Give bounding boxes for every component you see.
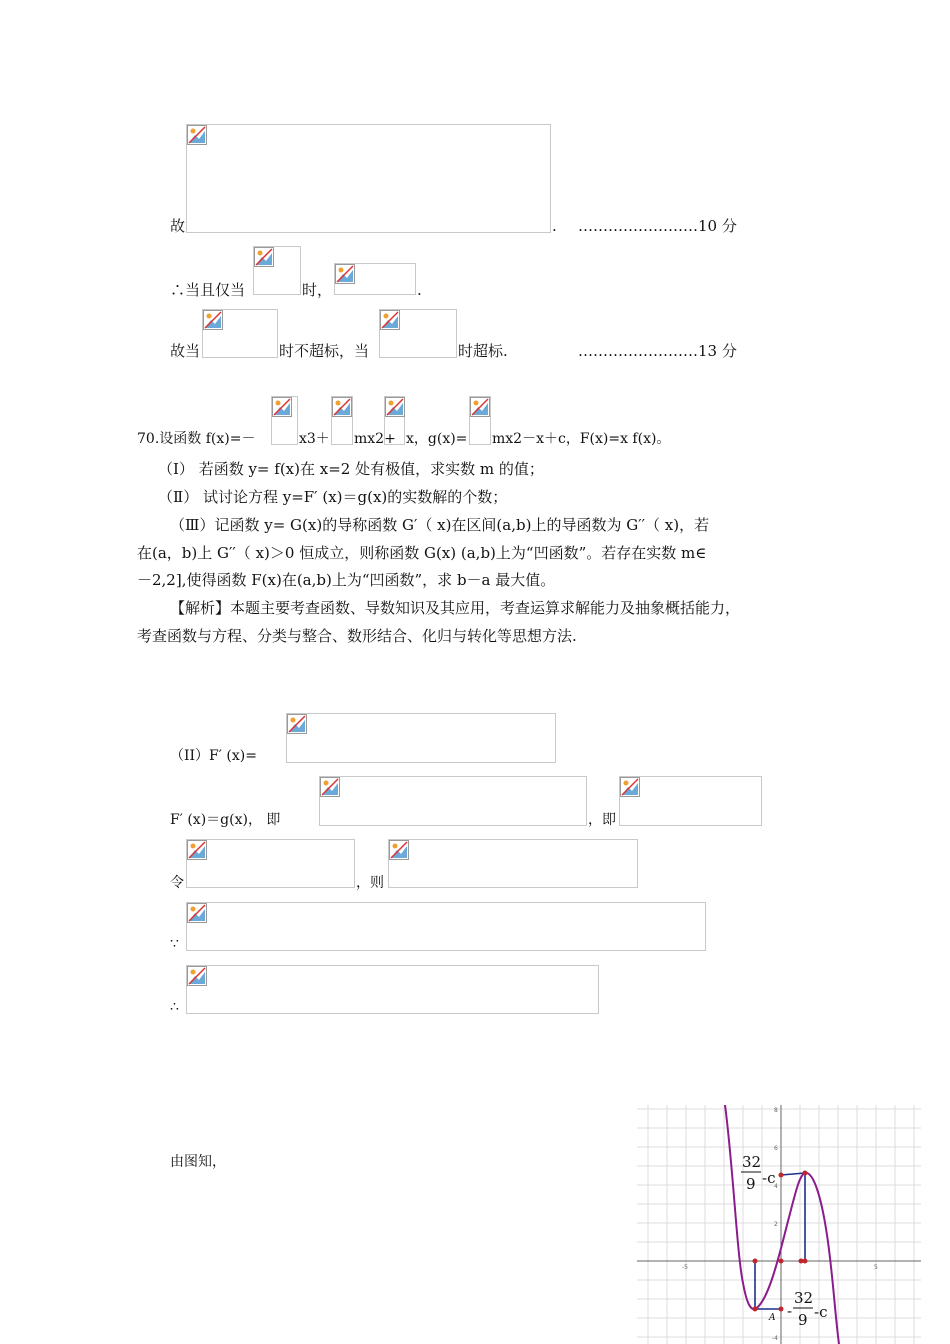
- analysis-line2: 考查函数与方程、分类与整合、数形结合、化归与转化等思想方法.: [137, 627, 577, 645]
- label-top-denominator: 9: [746, 1175, 756, 1193]
- broken-image-icon: [335, 264, 355, 284]
- text-gu: 故: [170, 217, 186, 235]
- broken-image-icon: [389, 840, 409, 860]
- label-bottom-numerator: 32: [794, 1289, 814, 1307]
- text-gudang: 故当: [170, 342, 201, 360]
- label-bottom-denominator: 9: [798, 1311, 808, 1329]
- point: [803, 1259, 808, 1264]
- label-top: [741, 1153, 775, 1193]
- formula-image: [334, 263, 416, 295]
- label-top-suffix: -c: [762, 1169, 776, 1187]
- because-symbol: ∵: [170, 936, 179, 952]
- problem-70-part-d: x，g(x)=: [406, 431, 468, 447]
- broken-image-icon: [620, 777, 640, 797]
- label-bottom: [787, 1289, 827, 1329]
- formula-image: [331, 396, 353, 445]
- text-not-exceed: 时不超标，当: [279, 342, 370, 360]
- solution-line-3a: 令: [170, 875, 184, 891]
- broken-image-icon: [272, 397, 292, 417]
- score-10: ……………………10 分: [578, 217, 737, 235]
- broken-image-icon: [203, 310, 223, 330]
- formula-image: [319, 776, 587, 826]
- broken-image-icon: [470, 397, 490, 417]
- ytick-2: 2: [774, 1221, 778, 1228]
- broken-image-icon: [187, 840, 207, 860]
- solution-from-graph: 由图知，: [170, 1154, 226, 1170]
- point: [753, 1307, 758, 1312]
- label-top-numerator: 32: [742, 1153, 762, 1171]
- text-exceed: 时超标.: [458, 342, 508, 360]
- problem-70-part-e: mx2－x＋c，F(x)=x f(x)。: [492, 431, 671, 447]
- point: [779, 1307, 784, 1312]
- text-iff: ∴当且仅当: [170, 281, 246, 299]
- formula-image: [619, 776, 762, 826]
- point: [779, 1173, 784, 1178]
- broken-image-icon: [320, 777, 340, 797]
- formula-image: [388, 839, 638, 888]
- formula-image: [186, 965, 599, 1014]
- xtick-5: 5: [874, 1264, 878, 1271]
- broken-image-icon: [385, 397, 405, 417]
- point: [753, 1259, 758, 1264]
- broken-image-icon: [187, 966, 207, 986]
- question-part-1: （Ⅰ） 若函数 y= f(x)在 x=2 处有极值，求实数 m 的值；: [158, 460, 544, 478]
- formula-image: [271, 396, 298, 445]
- question-part-3-line2: 在(a，b)上 G′′（ x)＞0 恒成立，则称函数 G(x) (a,b)上为“凹函数”。若存在实数 m∈: [137, 544, 707, 562]
- point-label-a: A: [769, 1313, 776, 1323]
- ytick-4: 4: [774, 1183, 778, 1190]
- therefore-symbol: ∴: [170, 999, 179, 1015]
- broken-image-icon: [380, 310, 400, 330]
- point: [779, 1259, 784, 1264]
- broken-image-icon: [187, 125, 207, 145]
- formula-image: [379, 309, 457, 358]
- point: [803, 1171, 808, 1176]
- problem-70-part-b: x3＋: [299, 431, 330, 447]
- text-period: .: [417, 281, 422, 299]
- question-part-2: （Ⅱ） 试讨论方程 y=F′ (x)＝g(x)的实数解的个数；: [158, 488, 508, 506]
- broken-image-icon: [187, 903, 207, 923]
- formula-image: [469, 396, 491, 445]
- xtick-minus-5: -5: [682, 1264, 688, 1271]
- score-13: ……………………13 分: [578, 342, 737, 360]
- problem-70-part-a: 70.设函数 f(x)=－: [137, 431, 256, 447]
- label-bottom-suffix: -c: [814, 1303, 828, 1321]
- label-bottom-prefix: -: [787, 1302, 793, 1320]
- solution-line-2a: F′ (x)＝g(x)， 即: [170, 812, 281, 828]
- function-graph: [637, 1105, 921, 1344]
- ytick-8: 8: [774, 1107, 778, 1114]
- question-part-3-line1: （Ⅲ）记函数 y= G(x)的导称函数 G′（ x)在区间(a,b)上的导函数为 G′′（ x)，若: [170, 516, 710, 534]
- ytick-minus-4: -4: [772, 1335, 778, 1342]
- formula-image: [253, 246, 301, 295]
- solution-line-2b: ，即: [588, 812, 616, 828]
- formula-image: [186, 124, 551, 233]
- analysis-line1: 【解析】本题主要考查函数、导数知识及其应用，考查运算求解能力及抽象概括能力，: [170, 599, 741, 617]
- text-period: .: [552, 217, 557, 235]
- solution-line-1: （II）F′ (x)=: [170, 748, 257, 764]
- problem-70-part-c: mx2+: [354, 431, 396, 447]
- formula-image: [202, 309, 278, 358]
- formula-image: [286, 713, 556, 763]
- broken-image-icon: [332, 397, 352, 417]
- solution-line-3b: ，则: [356, 875, 384, 891]
- ytick-6: 6: [774, 1145, 778, 1152]
- question-part-3-line3: －2,2],使得函数 F(x)在(a,b)上为“凹函数”，求 b－a 最大值。: [137, 571, 556, 589]
- formula-image: [186, 839, 355, 888]
- text-shi: 时，: [302, 281, 333, 299]
- broken-image-icon: [254, 247, 274, 267]
- broken-image-icon: [287, 714, 307, 734]
- formula-image: [186, 902, 706, 951]
